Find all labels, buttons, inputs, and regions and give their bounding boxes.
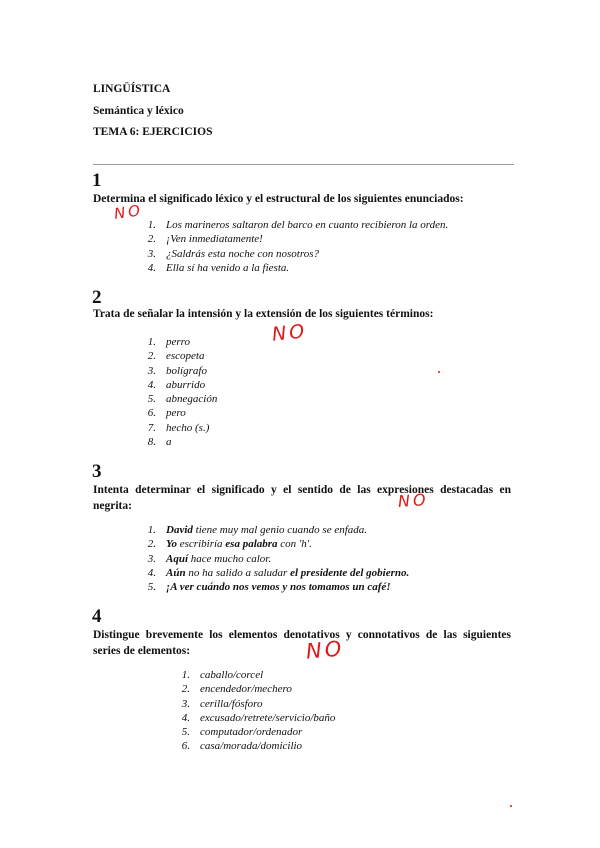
exercise-2-list [138, 335, 217, 449]
list-item: 7. hecho (s.) [147, 421, 210, 434]
list-item: 2. escopeta [147, 350, 205, 363]
handwritten-no-mark: NO [270, 320, 309, 346]
exercise-2-instruction: Trata de señalar la intensión y la extensión de los siguientes términos: [93, 308, 434, 320]
list-item: 6. casa/morada/domicilio [181, 740, 303, 753]
exercise-2-number: 2 [92, 287, 102, 308]
list-item: 5. computador/ordenador [181, 726, 303, 739]
horizontal-divider [93, 164, 514, 165]
list-item: 1. David tiene muy mal genio cuando se enfada. [147, 524, 368, 536]
list-item: 1. caballo/corcel [181, 669, 264, 681]
list-item: 3. ¿Saldrás esta noche con nosotros? [147, 247, 319, 260]
exercise-1-list [138, 218, 448, 275]
exercise-1-instruction: Determina el significado léxico y el estructural de los siguientes enunciados: [93, 193, 464, 205]
exercise-3-list [138, 523, 409, 594]
list-item: 1. perro [147, 336, 191, 348]
exercise-4-instruction: Distingue brevemente los elementos denotativos y connotativos de las siguientes series de elementos: [93, 629, 511, 657]
list-item: 5. ¡A ver cuándo nos vemos y nos tomamos un café! [147, 581, 391, 594]
list-item: 4. aburrido [147, 378, 206, 391]
subject-title: LINGÜÍSTICA [93, 83, 171, 95]
handwritten-no-mark: NO [305, 636, 346, 664]
list-item: 4. excusado/retrete/servicio/baño [181, 711, 336, 724]
list-item: 2. ¡Ven inmediatamente! [147, 233, 263, 246]
exercise-1-number: 1 [92, 170, 102, 191]
list-item: 8. a [147, 436, 172, 449]
exercise-4-number: 4 [92, 606, 102, 627]
list-item: 6. pero [147, 407, 186, 420]
list-item: 2. encendedor/mechero [181, 683, 292, 696]
topic-title: TEMA 6: EJERCICIOS [93, 126, 213, 138]
course-title: Semántica y léxico [93, 105, 184, 117]
handwritten-no-mark: NO [112, 201, 145, 223]
list-item: 5. abnegación [147, 393, 218, 406]
exercise-4-list [172, 668, 335, 754]
exercise-3-instruction: Intenta determinar el significado y el sentido de las expresiones destacadas en negrita: [93, 484, 511, 512]
list-item: 1. Los marineros saltaron del barco en cuanto recibieron la orden. [147, 219, 449, 231]
list-item: 3. cerilla/fósforo [181, 697, 263, 710]
list-item: 3. bolígrafo [147, 364, 207, 377]
list-item: 4. Ella sí ha venido a la fiesta. [147, 261, 290, 274]
handwritten-no-mark: NO [397, 489, 430, 512]
exercise-3-number: 3 [92, 461, 102, 482]
stray-ink-dot [510, 805, 512, 807]
list-item: 4. Aún no ha salido a saludar el presidente del gobierno. [147, 566, 410, 579]
list-item: 2. Yo escribiría esa palabra con 'h'. [147, 538, 312, 551]
list-item: 3. Aquí hace mucho calor. [147, 552, 272, 565]
stray-ink-dot [438, 371, 440, 373]
